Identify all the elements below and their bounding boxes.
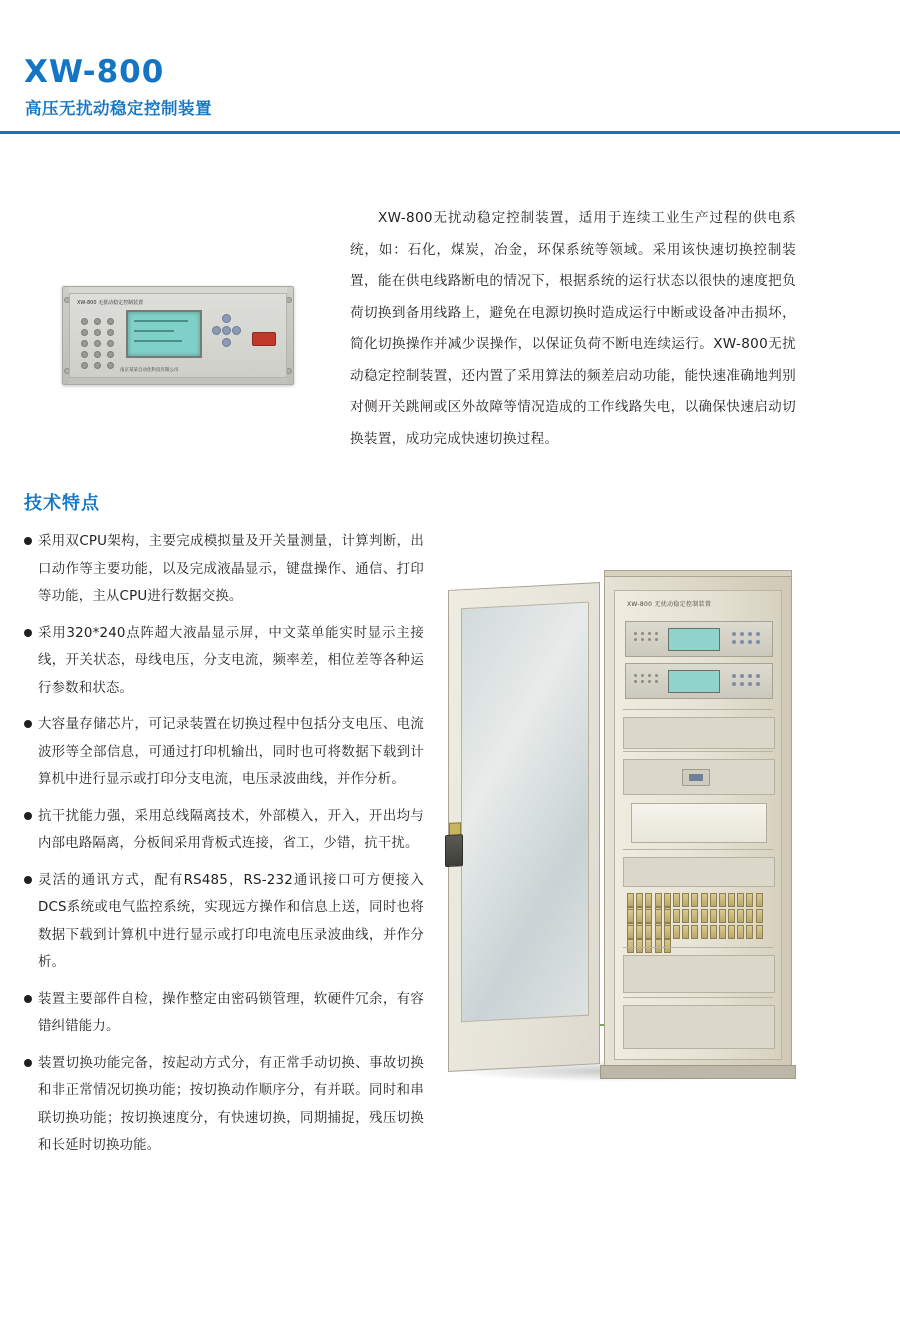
key-icon [740,640,744,644]
led-indicator [641,632,644,635]
led-indicator [94,340,101,347]
lcd-text-line [134,330,174,332]
key-icon [740,674,744,678]
terminal-icon [737,925,744,939]
terminal-icon [728,893,735,907]
bullet-icon [24,812,32,820]
key-icon [732,682,736,686]
terminal-icon [645,925,652,939]
terminal-icon [756,893,763,907]
key-down-icon [222,338,231,347]
terminal-icon [701,925,708,939]
terminal-row [627,925,769,939]
list-item [24,528,424,611]
led-indicator [94,362,101,369]
key-icon [748,640,752,644]
led-indicator [648,638,651,641]
terminal-icon [636,939,643,953]
led-indicator [655,674,658,677]
cabinet-blank-panel [623,857,775,887]
led-indicator [655,680,658,683]
cabinet-white-panel [631,803,767,843]
device-bottom-label: 南京某某自动化科技有限公司 [120,368,179,373]
terminal-icon [673,925,680,939]
list-item-text: 装置主要部件自检，操作整定由密码锁管理，软硬件冗余，有容错纠错能力。 [38,991,424,1034]
key-right-icon [232,326,241,335]
terminal-icon [746,925,753,939]
features-heading: 技术特点 [24,493,100,514]
terminal-icon [664,893,671,907]
list-item [24,620,424,703]
key-enter-icon [222,326,231,335]
door-handle [445,834,463,867]
terminal-icon [737,893,744,907]
list-item [24,986,424,1041]
terminal-icon [636,925,643,939]
device-right-ear [287,287,293,384]
terminal-icon [655,909,662,923]
terminal-icon [645,909,652,923]
lcd-text-line [134,340,182,342]
terminal-row [627,893,769,907]
relay-unit [625,663,773,699]
key-left-icon [212,326,221,335]
led-indicator [107,318,114,325]
key-icon [756,640,760,644]
led-indicator [634,632,637,635]
list-item [24,1050,424,1160]
list-item [24,867,424,977]
led-indicator [81,351,88,358]
list-item-text: 采用双CPU架构，主要完成模拟量及开关量测量，计算判断，出口动作等主要功能，以及完成液晶显示，键盘操作、通信、打印等功能，主从CPU进行数据交换。 [38,534,424,604]
terminal-icon [710,909,717,923]
bullet-icon [24,1059,32,1067]
key-icon [732,674,736,678]
led-indicator [634,674,637,677]
led-indicator [641,680,644,683]
led-indicator [107,362,114,369]
terminal-icon [664,909,671,923]
intro-paragraph: XW-800无扰动稳定控制装置，适用于连续工业生产过程的供电系统，如：石化，煤炭，冶金，环保系统等领域。采用该快速切换控制装置，能在供电线路断电的情况下，根据系统的运行状态以很快的速度把负荷切换到备用线路上，避免在电源切换时造成运行中断或设备冲击损坏，简化切换操作并减少误操作，以保证负荷不断电连续运行。XW-800无扰动稳定控制装置，还内置了采用算法的频差启动功能，能快速准确地判别对侧开关跳闸或区外故障等情况造成的工作线路失电，以确保快速启动切换装置，成功完成快速切换过程。 [350,210,796,447]
cabinet-door [448,582,600,1072]
led-indicator [641,674,644,677]
device-keypad [208,310,256,356]
terminal-icon [756,909,763,923]
cabinet-base [600,1065,796,1079]
key-icon [748,632,752,636]
list-item-text: 大容量存储芯片，可记录装置在切换过程中包括分支电压、电流波形等全部信息，可通过打印机输出，同时也可将数据下载到计算机中进行显示或打印分支电流，电压录波曲线，并作分析。 [38,717,424,787]
terminal-icon [636,893,643,907]
terminal-icon [710,925,717,939]
terminal-icon [636,909,643,923]
terminal-icon [655,893,662,907]
device-lcd-screen [126,310,202,358]
device-reset-button [252,332,276,346]
key-icon [748,674,752,678]
cabinet-divider [623,709,773,710]
relay-keypad [730,630,764,648]
led-indicator [81,362,88,369]
list-item-text: 装置切换功能完备，按起动方式分，有正常手动切换、事故切换和非正常情况切换功能；按切换动作顺序分，有并联。同时和串联切换功能；按切换速度分，有快速切换，同期捕捉，残压切换和长延时切换功能。 [38,1055,424,1153]
cabinet-interior [614,590,782,1060]
device-faceplate-label: XW-800 无扰动稳定控制装置 [77,300,144,306]
device-led-array [78,316,118,350]
terminal-icon [701,893,708,907]
list-item-text: 抗干扰能力强，采用总线隔离技术，外部模入，开入，开出均与内部电路隔离，分板间采用背板式连接，省工，少错，抗干扰。 [38,808,424,851]
terminal-icon [701,909,708,923]
led-indicator [107,329,114,336]
terminal-icon [691,909,698,923]
bullet-icon [24,995,32,1003]
led-indicator [81,329,88,336]
key-icon [748,682,752,686]
terminal-icon [664,925,671,939]
terminal-icon [719,909,726,923]
terminal-icon [728,925,735,939]
terminal-icon [746,893,753,907]
key-icon [756,632,760,636]
led-indicator [648,680,651,683]
list-item-text: 采用320*240点阵超大液晶显示屏，中文菜单能实时显示主接线，开关状态，母线电压，分支电流，频率差，相位差等各种运行参数和状态。 [38,625,424,696]
terminal-icon [673,909,680,923]
cabinet-photo [432,560,792,1100]
list-item [24,803,424,858]
relay-unit [625,621,773,657]
cabinet-top-label: XW-800 无扰动稳定控制装置 [627,601,712,608]
terminal-block [627,893,769,939]
header-divider [0,131,900,134]
terminal-icon [691,893,698,907]
cabinet-divider [623,997,773,998]
cabinet-blank-panel [623,717,775,749]
led-indicator [641,638,644,641]
terminal-icon [655,925,662,939]
led-indicator [634,680,637,683]
cabinet-divider [623,947,773,948]
cabinet-blank-panel [623,1005,775,1049]
terminal-icon [673,893,680,907]
terminal-icon [682,909,689,923]
relay-led-array [632,630,662,648]
terminal-icon [691,925,698,939]
cabinet-divider [623,849,773,850]
terminal-icon [737,909,744,923]
terminal-row [627,909,769,923]
key-icon [756,682,760,686]
list-item [24,711,424,794]
page-title: XW-800 [24,54,165,90]
relay-lcd-screen [668,670,720,693]
terminal-icon [728,909,735,923]
led-indicator [634,638,637,641]
features-list [24,528,424,1169]
terminal-icon [746,909,753,923]
bullet-icon [24,720,32,728]
led-indicator [648,632,651,635]
terminal-icon [710,893,717,907]
terminal-icon [719,925,726,939]
terminal-icon [756,925,763,939]
list-item-text: 灵活的通讯方式，配有RS485，RS-232通讯接口可方便接入DCS系统或电气监控系统，实现远方操作和信息上送，同时也将数据下载到计算机中进行显示或打印电流电压录波曲线，并作分析。 [38,872,424,970]
relay-lcd-screen [668,628,720,651]
lcd-text-line [134,320,188,322]
key-icon [732,640,736,644]
terminal-icon [719,893,726,907]
relay-led-array [632,672,662,690]
key-icon [740,632,744,636]
led-indicator [81,318,88,325]
key-icon [756,674,760,678]
cabinet-door-window [461,602,589,1023]
led-indicator [81,340,88,347]
terminal-icon [682,925,689,939]
page-header [0,0,900,134]
led-indicator [107,340,114,347]
terminal-icon [645,893,652,907]
terminal-icon [627,909,634,923]
bullet-icon [24,537,32,545]
key-icon [732,632,736,636]
led-indicator [107,351,114,358]
led-indicator [94,318,101,325]
terminal-icon [627,939,634,953]
page-subtitle: 高压无扰动稳定控制装置 [25,99,212,118]
key-up-icon [222,314,231,323]
cabinet-blank-panel [623,955,775,993]
led-indicator [655,638,658,641]
device-photo [62,286,294,385]
led-indicator [655,632,658,635]
cabinet-divider [623,751,773,752]
terminal-icon [655,939,662,953]
terminal-icon [627,893,634,907]
terminal-icon [645,939,652,953]
relay-keypad [730,672,764,690]
terminal-icon [682,893,689,907]
meter-display [682,769,710,786]
bullet-icon [24,629,32,637]
terminal-icon [627,925,634,939]
cabinet-meter-panel [623,759,775,795]
led-indicator [94,351,101,358]
bullet-icon [24,876,32,884]
led-indicator [94,329,101,336]
device-faceplate [69,293,287,378]
terminal-icon [664,939,671,953]
led-indicator [648,674,651,677]
key-icon [740,682,744,686]
